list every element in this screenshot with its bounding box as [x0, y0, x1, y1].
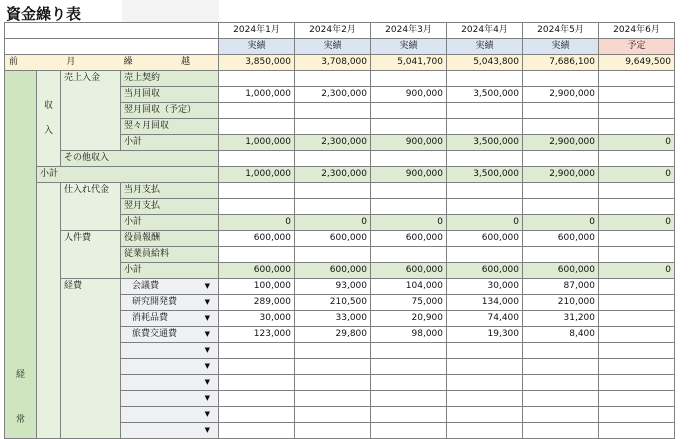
category-cell[interactable]: 仕入れ代金	[61, 183, 121, 231]
income-side-cell	[37, 71, 61, 167]
value-cell[interactable]	[371, 247, 447, 263]
value-cell[interactable]	[523, 119, 599, 135]
title-area-cell	[122, 0, 219, 22]
table-row	[5, 151, 675, 167]
value-cell[interactable]: 19,300	[447, 327, 523, 343]
value-cell[interactable]: 600,000	[523, 231, 599, 247]
chevron-down-icon[interactable]: ▼	[204, 378, 210, 386]
value-cell[interactable]: 134,000	[447, 295, 523, 311]
value-cell[interactable]	[599, 247, 675, 263]
table-row	[5, 231, 675, 247]
row-label[interactable]: 従業員給料	[121, 247, 219, 263]
value-cell[interactable]	[371, 151, 447, 167]
value-cell[interactable]	[447, 199, 523, 215]
value-cell[interactable]	[219, 423, 295, 439]
carry-value[interactable]: 7,686,100	[523, 55, 599, 71]
value-cell[interactable]	[219, 407, 295, 423]
chevron-down-icon[interactable]: ▼	[204, 346, 210, 354]
month-header[interactable]: 2024年2月	[295, 23, 371, 39]
dropdown-label: 旅費交通費	[132, 329, 178, 339]
value-cell[interactable]: 0	[447, 215, 523, 231]
carry-value[interactable]: 5,043,800	[447, 55, 523, 71]
row-label[interactable]: 小計	[121, 263, 219, 279]
table-row	[5, 71, 675, 87]
value-cell[interactable]: 0	[371, 215, 447, 231]
value-cell[interactable]	[447, 359, 523, 375]
category-cell[interactable]: 経費	[61, 279, 121, 439]
value-cell[interactable]: 2,900,000	[523, 167, 599, 183]
value-cell[interactable]	[447, 151, 523, 167]
value-cell[interactable]	[523, 343, 599, 359]
value-cell[interactable]	[523, 375, 599, 391]
dropdown-label	[124, 377, 132, 387]
value-cell[interactable]	[599, 391, 675, 407]
dropdown-label	[124, 409, 132, 419]
value-cell[interactable]	[371, 391, 447, 407]
month-header[interactable]: 2024年3月	[371, 23, 447, 39]
expense-dropdown[interactable]	[121, 391, 219, 407]
value-cell[interactable]	[599, 119, 675, 135]
value-cell[interactable]: 31,200	[523, 311, 599, 327]
value-cell[interactable]	[371, 183, 447, 199]
value-cell[interactable]	[295, 71, 371, 87]
value-cell[interactable]	[523, 391, 599, 407]
value-cell[interactable]: 2,900,000	[523, 135, 599, 151]
row-label[interactable]: その他収入	[61, 151, 219, 167]
value-cell[interactable]	[523, 183, 599, 199]
value-cell[interactable]: 600,000	[295, 231, 371, 247]
value-cell[interactable]	[599, 295, 675, 311]
value-cell[interactable]	[371, 103, 447, 119]
row-label[interactable]: 翌月回収（予定）	[121, 103, 219, 119]
value-cell[interactable]	[295, 119, 371, 135]
side-label: 経	[15, 370, 25, 380]
value-cell[interactable]: 900,000	[371, 167, 447, 183]
side-label: 常	[15, 415, 25, 425]
value-cell[interactable]: 3,500,000	[447, 167, 523, 183]
value-cell[interactable]: 600,000	[447, 231, 523, 247]
value-cell[interactable]: 98,000	[371, 327, 447, 343]
chevron-down-icon[interactable]: ▼	[204, 282, 210, 290]
row-label[interactable]: 小計	[37, 167, 219, 183]
expense-dropdown[interactable]	[121, 295, 219, 311]
value-cell[interactable]	[599, 359, 675, 375]
carry-char: 越	[180, 57, 190, 67]
value-cell[interactable]	[599, 311, 675, 327]
row-label[interactable]: 当月回収	[121, 87, 219, 103]
chevron-down-icon[interactable]: ▼	[204, 314, 210, 322]
value-cell[interactable]	[219, 71, 295, 87]
value-cell[interactable]: 29,800	[295, 327, 371, 343]
row-label[interactable]: 小計	[121, 215, 219, 231]
section-side-cell	[5, 71, 37, 439]
value-cell[interactable]: 0	[599, 167, 675, 183]
value-cell[interactable]: 0	[523, 215, 599, 231]
value-cell[interactable]	[599, 199, 675, 215]
value-cell[interactable]: 104,000	[371, 279, 447, 295]
status-header[interactable]: 実績	[371, 39, 447, 55]
value-cell[interactable]	[295, 247, 371, 263]
value-cell[interactable]	[447, 183, 523, 199]
status-header[interactable]: 実績	[219, 39, 295, 55]
header-status-row	[5, 39, 675, 55]
value-cell[interactable]	[371, 375, 447, 391]
value-cell[interactable]	[219, 247, 295, 263]
table-row	[5, 183, 675, 199]
value-cell[interactable]: 30,000	[447, 279, 523, 295]
value-cell[interactable]: 600,000	[371, 231, 447, 247]
value-cell[interactable]	[599, 231, 675, 247]
value-cell[interactable]	[295, 103, 371, 119]
value-cell[interactable]: 2,900,000	[523, 87, 599, 103]
category-cell[interactable]: 人件費	[61, 231, 121, 279]
value-cell[interactable]	[295, 423, 371, 439]
expense-dropdown[interactable]	[121, 343, 219, 359]
value-cell[interactable]: 20,900	[371, 311, 447, 327]
value-cell[interactable]	[599, 375, 675, 391]
sheet-title: 資金繰り表	[6, 5, 82, 23]
value-cell[interactable]	[523, 103, 599, 119]
dropdown-label	[124, 361, 132, 371]
dropdown-label: 会議費	[132, 281, 160, 291]
row-label[interactable]: 翌々月回収	[121, 119, 219, 135]
row-label[interactable]: 当月支払	[121, 183, 219, 199]
value-cell[interactable]	[295, 183, 371, 199]
value-cell[interactable]	[219, 119, 295, 135]
carry-over-label[interactable]	[5, 55, 219, 71]
value-cell[interactable]: 123,000	[219, 327, 295, 343]
value-cell[interactable]	[219, 103, 295, 119]
carry-value[interactable]: 3,850,000	[219, 55, 295, 71]
value-cell[interactable]: 210,000	[523, 295, 599, 311]
value-cell[interactable]	[295, 343, 371, 359]
value-cell[interactable]: 0	[599, 263, 675, 279]
value-cell[interactable]	[523, 407, 599, 423]
value-cell[interactable]	[447, 103, 523, 119]
value-cell[interactable]: 600,000	[523, 263, 599, 279]
value-cell[interactable]	[295, 375, 371, 391]
value-cell[interactable]	[599, 71, 675, 87]
value-cell[interactable]	[371, 407, 447, 423]
value-cell[interactable]	[599, 183, 675, 199]
value-cell[interactable]: 33,000	[295, 311, 371, 327]
status-header[interactable]: 実績	[447, 39, 523, 55]
chevron-down-icon[interactable]: ▼	[204, 362, 210, 370]
value-cell[interactable]: 900,000	[371, 87, 447, 103]
value-cell[interactable]: 2,300,000	[295, 167, 371, 183]
chevron-down-icon[interactable]: ▼	[204, 410, 210, 418]
value-cell[interactable]	[599, 103, 675, 119]
chevron-down-icon[interactable]: ▼	[204, 394, 210, 402]
value-cell[interactable]: 289,000	[219, 295, 295, 311]
status-header[interactable]: 実績	[523, 39, 599, 55]
value-cell[interactable]	[295, 407, 371, 423]
dropdown-label: 研究開発費	[132, 297, 178, 307]
value-cell[interactable]: 3,500,000	[447, 135, 523, 151]
value-cell[interactable]: 0	[219, 215, 295, 231]
value-cell[interactable]: 30,000	[219, 311, 295, 327]
value-cell[interactable]	[447, 375, 523, 391]
value-cell[interactable]	[447, 343, 523, 359]
value-cell[interactable]: 1,000,000	[219, 167, 295, 183]
dropdown-label	[124, 393, 132, 403]
status-header[interactable]: 実績	[295, 39, 371, 55]
table-row	[5, 279, 675, 295]
value-cell[interactable]	[219, 359, 295, 375]
value-cell[interactable]	[295, 199, 371, 215]
value-cell[interactable]	[523, 71, 599, 87]
expense-dropdown[interactable]	[121, 327, 219, 343]
value-cell[interactable]	[447, 247, 523, 263]
value-cell[interactable]: 600,000	[219, 263, 295, 279]
carry-char: 前	[9, 57, 19, 67]
value-cell[interactable]	[447, 119, 523, 135]
value-cell[interactable]	[219, 343, 295, 359]
side-label: 入	[43, 125, 53, 136]
expense-dropdown[interactable]	[121, 407, 219, 423]
value-cell[interactable]	[447, 71, 523, 87]
value-cell[interactable]	[523, 359, 599, 375]
value-cell[interactable]	[295, 151, 371, 167]
header-month-row	[5, 23, 675, 39]
carry-value[interactable]: 3,708,000	[295, 55, 371, 71]
value-cell[interactable]: 600,000	[371, 263, 447, 279]
value-cell[interactable]: 2,300,000	[295, 135, 371, 151]
row-label[interactable]: 小計	[121, 135, 219, 151]
value-cell[interactable]: 74,400	[447, 311, 523, 327]
table-row	[5, 167, 675, 183]
value-cell[interactable]	[599, 407, 675, 423]
expense-dropdown[interactable]	[121, 279, 219, 295]
status-header[interactable]: 予定	[599, 39, 675, 55]
value-cell[interactable]	[219, 183, 295, 199]
value-cell[interactable]: 3,500,000	[447, 87, 523, 103]
cashflow-table	[4, 22, 675, 439]
value-cell[interactable]: 210,500	[295, 295, 371, 311]
expense-dropdown[interactable]	[121, 423, 219, 439]
header-blank[interactable]	[5, 23, 219, 39]
chevron-down-icon[interactable]: ▼	[204, 426, 210, 434]
value-cell[interactable]: 1,000,000	[219, 135, 295, 151]
expense-side-cell	[37, 183, 61, 439]
expense-dropdown[interactable]	[121, 375, 219, 391]
value-cell[interactable]	[371, 359, 447, 375]
value-cell[interactable]	[447, 423, 523, 439]
value-cell[interactable]	[523, 199, 599, 215]
value-cell[interactable]	[447, 407, 523, 423]
value-cell[interactable]	[447, 391, 523, 407]
value-cell[interactable]: 75,000	[371, 295, 447, 311]
carry-value[interactable]: 5,041,700	[371, 55, 447, 71]
value-cell[interactable]: 0	[295, 215, 371, 231]
value-cell[interactable]: 93,000	[295, 279, 371, 295]
value-cell[interactable]	[219, 151, 295, 167]
month-header[interactable]: 2024年5月	[523, 23, 599, 39]
value-cell[interactable]: 87,000	[523, 279, 599, 295]
value-cell[interactable]	[219, 199, 295, 215]
value-cell[interactable]	[295, 391, 371, 407]
value-cell[interactable]: 8,400	[523, 327, 599, 343]
category-cell[interactable]: 売上入金	[61, 71, 121, 151]
value-cell[interactable]	[523, 247, 599, 263]
carry-over-row	[5, 55, 675, 71]
value-cell[interactable]: 600,000	[447, 263, 523, 279]
expense-dropdown[interactable]	[121, 359, 219, 375]
month-header[interactable]: 2024年6月	[599, 23, 675, 39]
side-label: 収	[43, 100, 53, 111]
carry-char: 月	[66, 57, 76, 67]
value-cell[interactable]	[599, 327, 675, 343]
value-cell[interactable]: 2,300,000	[295, 87, 371, 103]
value-cell[interactable]	[599, 151, 675, 167]
value-cell[interactable]	[599, 87, 675, 103]
value-cell[interactable]: 0	[599, 135, 675, 151]
value-cell[interactable]	[371, 199, 447, 215]
month-header[interactable]: 2024年1月	[219, 23, 295, 39]
value-cell[interactable]: 600,000	[219, 231, 295, 247]
value-cell[interactable]	[295, 359, 371, 375]
value-cell[interactable]: 1,000,000	[219, 87, 295, 103]
value-cell[interactable]: 900,000	[371, 135, 447, 151]
header-blank[interactable]	[5, 39, 219, 55]
value-cell[interactable]	[523, 151, 599, 167]
carry-value[interactable]: 9,649,500	[599, 55, 675, 71]
month-header[interactable]: 2024年4月	[447, 23, 523, 39]
value-cell[interactable]: 100,000	[219, 279, 295, 295]
value-cell[interactable]: 600,000	[295, 263, 371, 279]
value-cell[interactable]: 0	[599, 215, 675, 231]
dropdown-label: 消耗品費	[132, 313, 169, 323]
value-cell[interactable]	[599, 279, 675, 295]
value-cell[interactable]	[523, 423, 599, 439]
dropdown-label	[124, 345, 132, 355]
row-label[interactable]: 翌月支払	[121, 199, 219, 215]
value-cell[interactable]	[599, 343, 675, 359]
value-cell[interactable]	[219, 391, 295, 407]
expense-dropdown[interactable]	[121, 311, 219, 327]
value-cell[interactable]	[219, 375, 295, 391]
value-cell[interactable]	[599, 423, 675, 439]
value-cell[interactable]	[371, 343, 447, 359]
row-label[interactable]: 役員報酬	[121, 231, 219, 247]
value-cell[interactable]	[371, 71, 447, 87]
value-cell[interactable]	[371, 423, 447, 439]
carry-char: 繰	[123, 57, 133, 67]
row-label[interactable]: 売上契約	[121, 71, 219, 87]
chevron-down-icon[interactable]: ▼	[204, 298, 210, 306]
value-cell[interactable]	[371, 119, 447, 135]
chevron-down-icon[interactable]: ▼	[204, 330, 210, 338]
